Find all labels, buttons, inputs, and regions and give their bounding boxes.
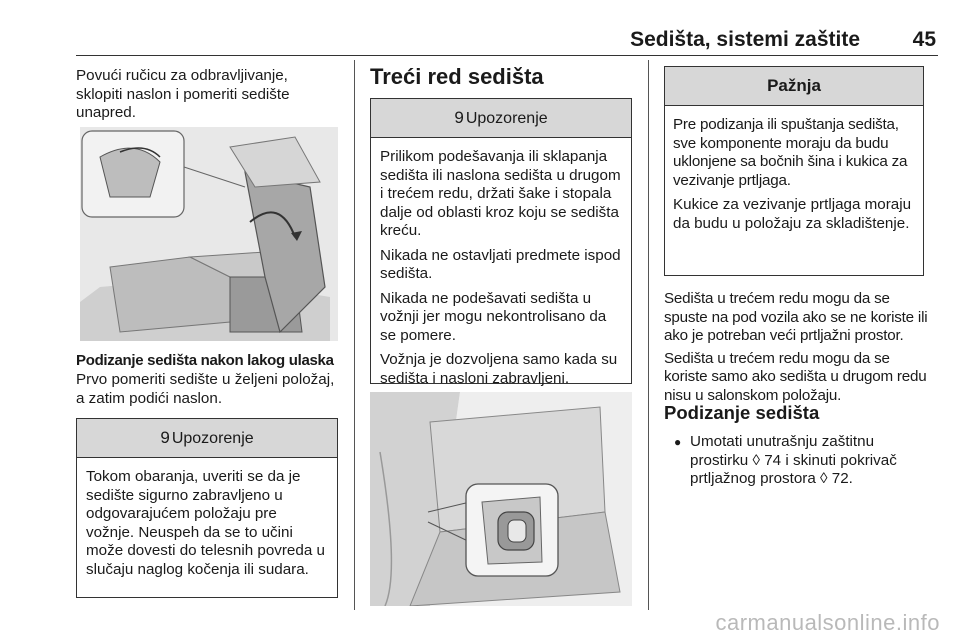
- bullet-text: [690, 433, 936, 489]
- header-rule: [76, 55, 938, 56]
- page-ref-arrow-icon: ◊: [752, 451, 760, 469]
- warning-icon: 9: [454, 108, 464, 127]
- bullet-line: Umotati unutrašnju zaštitnu: [690, 433, 875, 450]
- illustration-seat-fold: [80, 127, 338, 341]
- body-paragraph: Sedišta u trećem redu mogu da se koriste samo ako sedišta u drugom redu nisu u salonskom položaju.: [664, 349, 927, 404]
- subheading-raise-seat: Podizanje sedišta: [664, 402, 820, 423]
- warning-header: [77, 419, 337, 458]
- warning-title: Upozorenje: [465, 110, 548, 127]
- bullet-line: [690, 452, 936, 471]
- column-divider-1: [354, 60, 355, 610]
- warning-box-third-row: [370, 98, 632, 387]
- page-ref-link[interactable]: 72.: [831, 470, 853, 487]
- running-header-title: Sedišta, sistemi zaštite: [630, 28, 860, 51]
- warning-paragraph: Nikada ne podešavati sedišta u vožnji jer mogu nekontrolisano da se pomere.: [380, 289, 607, 344]
- warning-body: [371, 138, 631, 402]
- page-number: 45: [912, 28, 936, 51]
- raise-seat-paragraph: Prvo pomeriti sedište u željeni položaj, a zatim podići naslon.: [76, 371, 335, 407]
- page-ref-arrow-icon: ◊: [820, 470, 828, 487]
- body-paragraph: Sedišta u trećem redu mogu da se spuste na pod vozila ako se ne koriste ili ako je potreban veći prtljažni prostor.: [664, 290, 928, 344]
- watermark: carmanualsonline.info: [715, 610, 940, 635]
- illustration-cargo-hooks: [370, 392, 632, 606]
- subheading-after-easy-entry: Podizanje sedišta nakon lakog ulaska: [76, 352, 334, 369]
- bullet-text-part: prtljažnog prostora: [690, 470, 816, 487]
- intro-paragraph: Povući ručicu za odbravljivanje, sklopiti naslon i pomeriti sedište unapred.: [76, 67, 290, 121]
- warning-icon: 9: [160, 428, 170, 447]
- column-divider-2: [648, 60, 649, 610]
- bullet-line: [690, 470, 936, 489]
- third-row-body: [664, 290, 930, 409]
- notice-body: [665, 106, 923, 247]
- notice-paragraph: Pre podizanja ili spuštanja sedišta, sve komponente moraju da budu uklonjene sa bočnih šina i kukica za vezivanje prtljaga.: [673, 116, 908, 189]
- warning-header: [371, 99, 631, 138]
- notice-paragraph: Kukice za vezivanje prtljaga moraju da budu u položaju za skladištenje.: [673, 196, 912, 232]
- page-ref-link[interactable]: 74: [764, 451, 782, 469]
- warning-title: Upozorenje: [171, 430, 254, 447]
- warning-box-folding: [76, 418, 338, 598]
- notice-title: Pažnja: [665, 67, 923, 106]
- warning-body: Tokom obaranja, uveriti se da je sedište sigurno zabravljeno u odgovarajućem položaju pre vožnje. Neuspeh da se to učini može dovesti do telesnih povreda u slučaju naglog kočenja ili sudara.: [86, 468, 325, 578]
- notice-box: [664, 66, 924, 276]
- bullet-text-part: prostirku: [690, 451, 749, 469]
- bullet-icon: ●: [674, 435, 682, 449]
- warning-paragraph: Prilikom podešavanja ili sklapanja sedišta ili naslona sedišta u drugom i trećem redu, držati šake i stopala dalje od oblasti kroz koju se sedišta kreću.: [380, 148, 621, 239]
- warning-paragraph: Nikada ne ostavljati predmete ispod sedišta.: [380, 246, 621, 282]
- warning-paragraph: Vožnja je dozvoljena samo kada su sedišta i nasloni zabravljeni.: [380, 351, 618, 387]
- bullet-text-part: i skinuti pokrivač: [785, 451, 897, 469]
- heading-third-row: Treći red sedišta: [370, 64, 544, 89]
